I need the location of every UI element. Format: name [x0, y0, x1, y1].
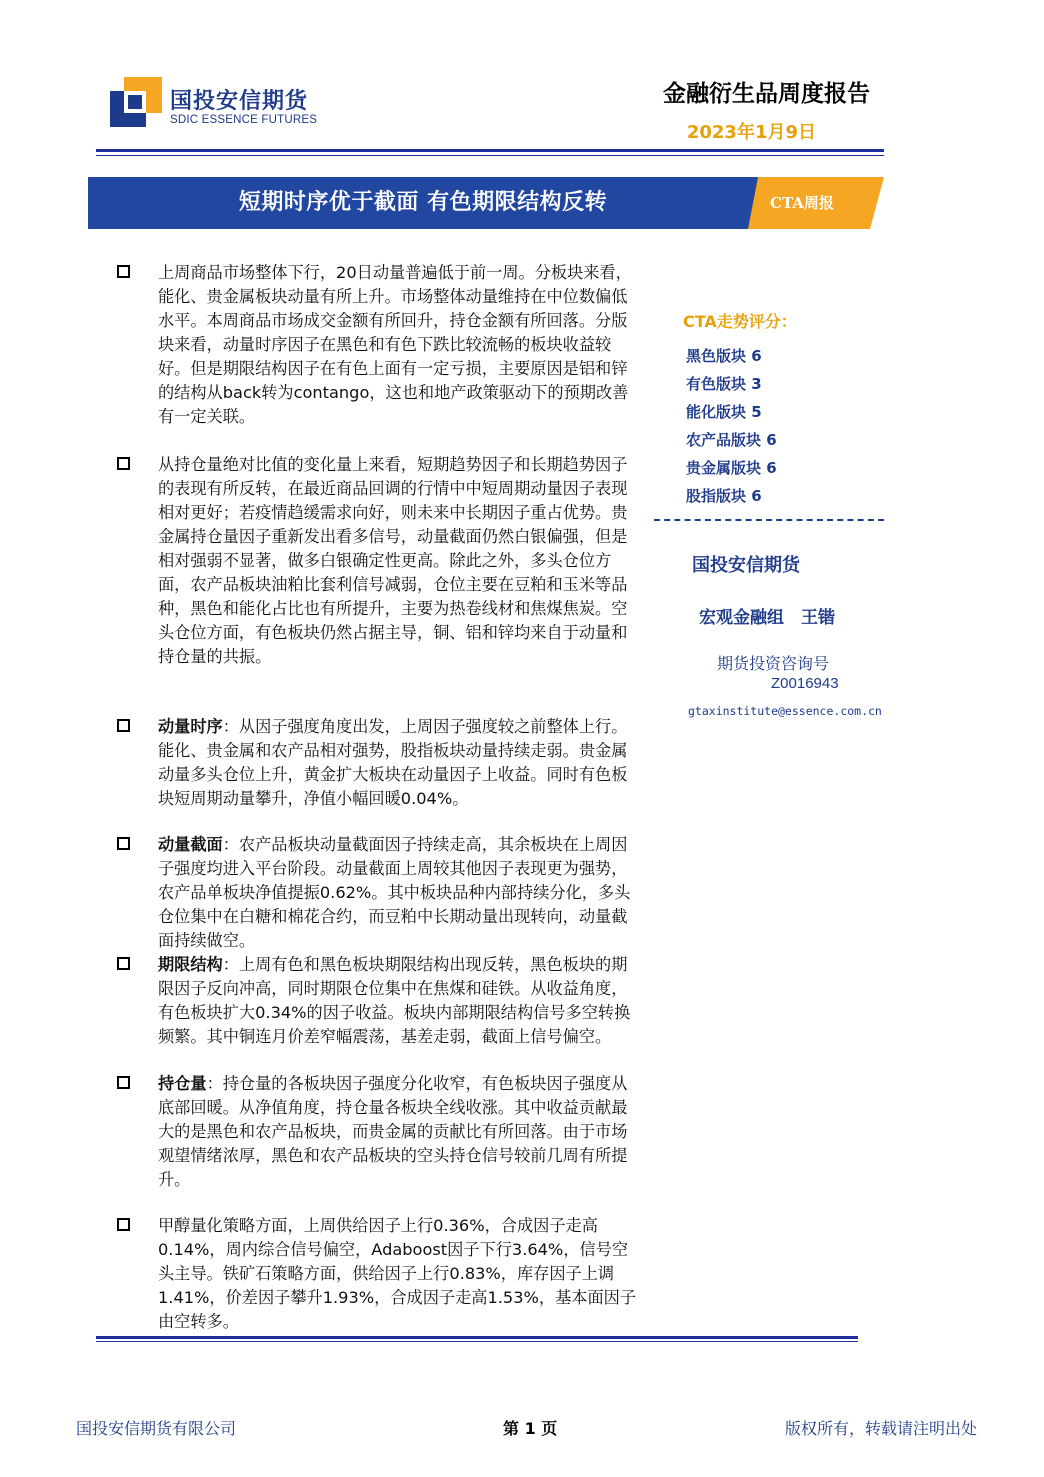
bullet-icon — [117, 957, 130, 970]
sidebar-company: 国投安信期货 — [692, 555, 800, 576]
bullet-icon — [117, 837, 130, 850]
paragraph-position-change: 从持仓量绝对比值的变化量上来看，短期趋势因子和长期趋势因子的表现有所反转，在最近商品回调的行情中中短周期动量因子表现相对更好；若疫情趋缓需求向好，则未来中长期因子重占优势。贵金属持仓量因子重新发出看多信号，动量截面仍然白银偏强，但是相对强弱不显著，做多白银确定性更高。除此之外，多头仓位方面，农产品板块油粕比套利信号减弱，仓位主要在豆粕和玉米等品种，黑色和能化占比也有所提升，主要为热卷线材和焦煤焦炭。空头仓位方面，有色板块仍然占据主导，铜、铝和锌均来自于动量和持仓量的共振。 — [158, 455, 628, 666]
score-item: 贵金属版块 6 — [686, 459, 777, 477]
header-rule — [96, 149, 884, 152]
score-item: 有色版块 3 — [686, 375, 762, 393]
contact-email[interactable]: gtaxinstitute@essence.com.cn — [688, 704, 882, 718]
footer-rule-thin — [96, 1341, 858, 1342]
bullet-icon — [117, 1076, 130, 1089]
page-number: 第 1 页 — [503, 1419, 558, 1438]
bullet-icon — [117, 719, 130, 732]
score-item: 农产品版块 6 — [686, 431, 777, 449]
report-date: 2023年1月9日 — [686, 122, 816, 143]
footer-copyright: 版权所有，转载请注明出处 — [785, 1419, 978, 1438]
paragraph-term-structure: 期限结构：上周有色和黑色板块期限结构出现反转，黑色板块的期限因子反向冲高，同时期限仓位集中在焦煤和硅铁。从收益角度，有色板块扩大0.34%的因子收益。板块内部期限结构信号多空转换频繁。其中铜连月价差窄幅震荡，基差走弱，截面上信号偏空。 — [158, 955, 631, 1046]
bullet-icon — [117, 1218, 130, 1231]
cta-score-title: CTA走势评分： — [683, 312, 797, 331]
sidebar-divider — [654, 519, 884, 521]
footer-company: 国投安信期货有限公司 — [76, 1419, 237, 1438]
header-rule-thin — [96, 155, 884, 156]
logo-english-name: SDIC ESSENCE FUTURES — [170, 114, 318, 126]
report-tag: CTA周报 — [770, 194, 834, 212]
score-item: 黑色版块 6 — [686, 347, 762, 365]
paragraph-market-overview: 上周商品市场整体下行，20日动量普遍低于前一周。分板块来看，能化、贵金属板块动量有所上升。市场整体动量维持在中位数偏低水平。本周商品市场成交金额有所回升，持仓金额有所回落。分版块来看，动量时序因子在黑色和有色下跌比较流畅的板块收益较好。但是期限结构因子在有色上面有一定亏损，主要原因是铝和锌的结构从back转为contango，这也和地产政策驱动下的预期改善有一定关联。 — [158, 263, 632, 426]
bullet-icon — [117, 265, 130, 278]
author-name: 宏观金融组 王锴 — [699, 608, 835, 628]
score-item: 能化版块 5 — [686, 403, 762, 421]
logo-chinese-name: 国投安信期货 — [170, 89, 309, 114]
paragraph-open-interest: 持仓量：持仓量的各板块因子强度分化收窄，有色板块因子强度从底部回暖。从净值角度，持仓量各板块全线收涨。其中收益贡献最大的是黑色和农产品板块，而贵金属的贡献比有所回落。由于市场观望情绪浓厚，黑色和农产品板块的空头持仓信号较前几周有所提升。 — [158, 1074, 628, 1189]
bullet-icon — [117, 457, 130, 470]
license-number: Z0016943 — [771, 675, 839, 692]
paragraph-momentum-timeseries: 动量时序：从因子强度角度出发，上周因子强度较之前整体上行。能化、贵金属和农产品相对强势，股指板块动量持续走弱。贵金属动量多头仓位上升，黄金扩大板块在动量因子上收益。同时有色板块短周期动量攀升，净值小幅回暖0.04%。 — [158, 717, 628, 808]
company-logo-mark — [110, 77, 162, 127]
report-headline: 短期时序优于截面 有色期限结构反转 — [238, 190, 608, 215]
paragraph-quant-strategy: 甲醇量化策略方面，上周供给因子上行0.36%，合成因子走高0.14%，周内综合信号偏空，Adaboost因子下行3.64%，信号空头主导。铁矿石策略方面，供给因子上行0.83%，库存因子上调1.41%，价差因子攀升1.93%，合成因子走高1.53%，基本面因子由空转多。 — [158, 1216, 637, 1331]
score-item: 股指版块 6 — [686, 487, 762, 505]
report-type-title: 金融衍生品周度报告 — [663, 81, 870, 107]
license-label: 期货投资咨询号 — [717, 654, 830, 673]
footer-rule — [96, 1336, 858, 1339]
paragraph-momentum-crosssection: 动量截面：农产品板块动量截面因子持续走高，其余板块在上周因子强度均进入平台阶段。动量截面上周较其他因子表现更为强势，农产品单板块净值提振0.62%。其中板块品种内部持续分化，多头仓位集中在白糖和棉花合约，而豆粕中长期动量出现转向，动量截面持续做空。 — [158, 835, 631, 950]
